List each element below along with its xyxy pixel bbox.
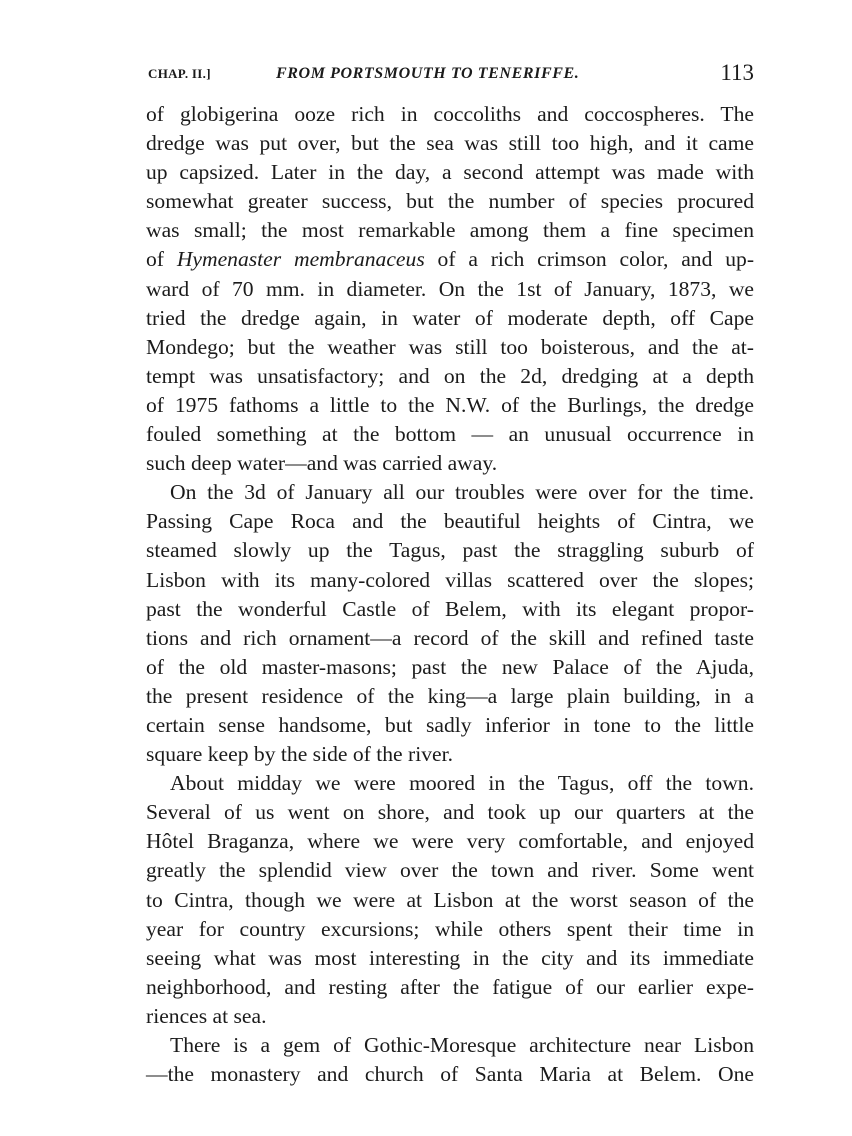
text-line: ward of 70 mm. in diameter. On the 1st of January, 1873, we bbox=[146, 276, 754, 301]
paragraph-2 bbox=[146, 478, 754, 769]
paragraph-3 bbox=[146, 769, 754, 1031]
text-line: —the monastery and church of Santa Maria at Belem. One bbox=[146, 1062, 754, 1087]
paragraph-4 bbox=[146, 1031, 754, 1089]
text-line: up capsized. Later in the day, a second attempt was made with bbox=[146, 160, 754, 185]
text-line: Hôtel Braganza, where we were very comfortable, and enjoyed bbox=[146, 829, 754, 854]
text-line: tried the dredge again, in water of moderate depth, off Cape bbox=[146, 305, 754, 330]
book-page bbox=[146, 58, 754, 1089]
text-line: seeing what was most interesting in the city and its immediate bbox=[146, 945, 754, 970]
body-text bbox=[146, 100, 754, 1089]
text-line: certain sense handsome, but sadly inferior in tone to the little bbox=[146, 712, 754, 737]
running-head bbox=[146, 58, 754, 92]
text-line: fouled something at the bottom — an unusual occurrence in bbox=[146, 422, 754, 447]
text-line: of 1975 fathoms a little to the N.W. of the Burlings, the dredge bbox=[146, 392, 754, 417]
paragraph-1 bbox=[146, 100, 754, 478]
text-line: to Cintra, though we were at Lisbon at the worst season of the bbox=[146, 887, 754, 912]
running-title: FROM PORTSMOUTH TO TENERIFFE. bbox=[276, 65, 580, 82]
text-line: was small; the most remarkable among them a fine specimen bbox=[146, 218, 754, 243]
text-line: somewhat greater success, but the number of species procured bbox=[146, 189, 754, 214]
text-fragment: of bbox=[146, 247, 164, 272]
text-line: Mondego; but the weather was still too boisterous, and the at- bbox=[146, 334, 754, 359]
text-line: steamed slowly up the Tagus, past the straggling suburb of bbox=[146, 538, 754, 563]
text-line: year for country excursions; while others spent their time in bbox=[146, 916, 754, 941]
text-line bbox=[146, 245, 754, 274]
text-line: of the old master-masons; past the new Palace of the Ajuda, bbox=[146, 654, 754, 679]
text-line: Several of us went on shore, and took up our quarters at the bbox=[146, 800, 754, 825]
text-line: riences at sea. bbox=[146, 1003, 267, 1028]
text-line: neighborhood, and resting after the fatigue of our earlier expe- bbox=[146, 974, 754, 999]
text-line: of globigerina ooze rich in coccoliths and coccospheres. The bbox=[146, 102, 754, 126]
page-number: 113 bbox=[720, 60, 754, 85]
text-line: greatly the splendid view over the town and river. Some went bbox=[146, 858, 754, 883]
text-line: dredge was put over, but the sea was still too high, and it came bbox=[146, 131, 754, 156]
text-line: Lisbon with its many-colored villas scattered over the slopes; bbox=[146, 567, 754, 592]
text-line: About midday we were moored in the Tagus, off the town. bbox=[170, 771, 754, 796]
text-line: There is a gem of Gothic-Moresque architecture near Lisbon bbox=[170, 1033, 754, 1057]
text-fragment: of a rich crimson color, and up- bbox=[437, 247, 755, 272]
text-line: Passing Cape Roca and the beautiful heights of Cintra, we bbox=[146, 509, 754, 534]
text-line: past the wonderful Castle of Belem, with its elegant propor- bbox=[146, 596, 754, 621]
chapter-label: CHAP. II.] bbox=[148, 66, 211, 81]
text-line: tions and rich ornament—a record of the skill and refined taste bbox=[146, 625, 754, 650]
text-line: such deep water—and was carried away. bbox=[146, 451, 498, 476]
species-name: Hymenaster membranaceus bbox=[176, 247, 425, 272]
text-line: tempt was unsatisfactory; and on the 2d, dredging at a depth bbox=[146, 363, 754, 388]
text-line: On the 3d of January all our troubles were over for the time. bbox=[170, 480, 754, 505]
text-line: the present residence of the king—a large plain building, in a bbox=[146, 683, 754, 708]
text-line: square keep by the side of the river. bbox=[146, 742, 454, 767]
